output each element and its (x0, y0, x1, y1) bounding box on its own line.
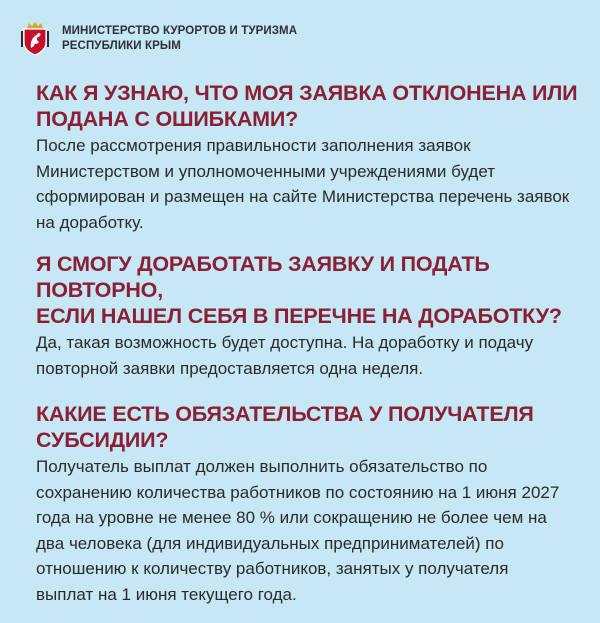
answer-line: повторной заявки предоставляется одна неделя. (36, 358, 424, 378)
answer-line: Министерством и уполномоченными учреждениями будет (36, 161, 495, 181)
answer-line: сформирован и размещен на сайте Министерства перечень заявок (36, 187, 570, 206)
faq-answer (36, 133, 588, 235)
answer-line: на доработку. (36, 212, 144, 232)
question-line: ПОДАНА С ОШИБКАМИ? (36, 107, 299, 131)
question-line: КАКИЕ ЕСТЬ ОБЯЗАТЕЛЬСТВА У ПОЛУЧАТЕЛЯ (36, 402, 534, 426)
ministry-name (62, 24, 297, 54)
question-line: ЕСЛИ НАШЕЛ СЕБЯ В ПЕРЕЧНЕ НА ДОРАБОТКУ? (36, 304, 562, 328)
answer-line: года на уровне не менее 80 % или сокращению не более чем на (36, 508, 547, 527)
crimea-coat-of-arms-icon (20, 22, 50, 56)
answer-line: Да, такая возможность будет доступна. На доработку и подачу (36, 333, 534, 352)
question-line: КАК Я УЗНАЮ, ЧТО МОЯ ЗАЯВКА ОТКЛОНЕНА ИЛИ (36, 81, 578, 105)
ministry-name-line2: РЕСПУБЛИКИ КРЫМ (62, 40, 181, 52)
faq-item (36, 80, 588, 235)
faq-list (36, 80, 588, 623)
question-line: Я СМОГУ ДОРАБОТАТЬ ЗАЯВКУ И ПОДАТЬ ПОВТОРНО, (36, 252, 490, 302)
faq-answer (36, 454, 588, 607)
faq-item (36, 251, 588, 381)
faq-question (36, 251, 588, 329)
faq-question (36, 401, 588, 453)
faq-answer (36, 330, 588, 381)
answer-line: выплат на 1 июня текущего года. (36, 584, 297, 604)
answer-line: После рассмотрения правильности заполнения заявок (36, 136, 471, 155)
question-line: СУБСИДИИ? (36, 428, 169, 452)
ministry-name-line1: МИНИСТЕРСТВО КУРОРТОВ И ТУРИЗМА (62, 25, 298, 37)
answer-line: отношению к количеству работников, занятых у получателя (36, 559, 509, 578)
answer-line: сохранению количества работников по состоянию на 1 июня 2027 (36, 482, 560, 502)
answer-line: Получатель выплат должен выполнить обязательство по (36, 457, 488, 476)
faq-item (36, 401, 588, 607)
faq-question (36, 80, 588, 132)
header (20, 22, 297, 56)
answer-line: два человека (для индивидуальных предпринимателей) по (36, 533, 504, 553)
